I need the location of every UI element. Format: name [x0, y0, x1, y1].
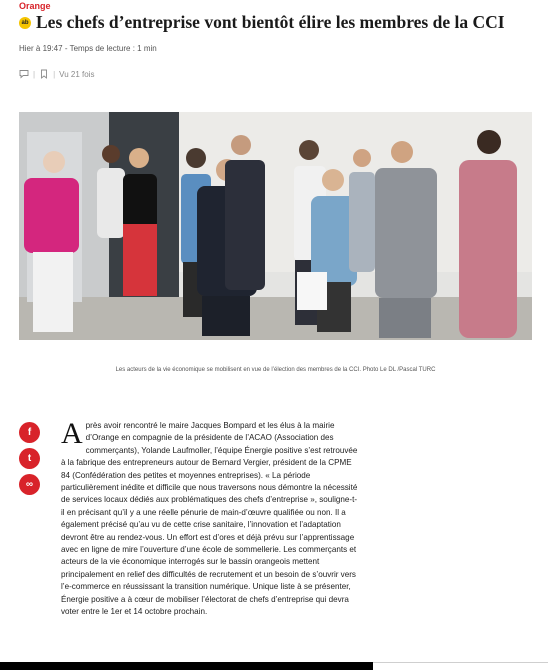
article-text: près avoir rencontré le maire Jacques Bompard et les élus à la mairie d’Orange en compagnie de la présidente de l’ACAO (Association des commerçants), Yolande Laufmoller, l’équipe Énergie positive s’est retrouvée à la fabrique des entrepreneurs autour de Bernard Vergier, président de la CPME 84 (Confédération des petites et moyennes entreprises). « La période particulièrement inédite et difficile que nous traversons nous démontre la nécessité de services locaux dédiés aux problématiques des chefs d’entreprise », souligne-t-il en précisant qu’il y a une réelle pénurie de main-d’œuvre qualifiée ou non. Il a également précisé qu’au vu de cette crise sanitaire, l’innovation et l’adaptation devront être au rendez-vous. Un effort est d’ores et déjà prévu sur l’apprentissage avec en ligne de mire l’ouverture d’une école de sommellerie. Les commerçants et acteurs de la vie économique interrogés sur le bassin orangeois mettent principalement en relief des difficultés de recrutement et un besoin de s’ouvrir vers l’e-commerce en réussissant la transition numérique. Unique liste à se présenter, Énergie positive a à cœur de mobiliser l’électorat de chefs d’entreprise qui devra voter entre le 1er et 14 octobre prochain.: [61, 421, 358, 617]
publish-time: Hier à 19:47: [19, 44, 63, 53]
action-separator: |: [53, 69, 56, 79]
bottom-bar: [0, 662, 373, 670]
article-body: [61, 417, 359, 619]
bookmark-icon[interactable]: [39, 69, 49, 79]
category-label[interactable]: Orange: [19, 1, 51, 11]
facebook-icon: f: [27, 427, 32, 438]
share-twitter-button[interactable]: [19, 448, 40, 469]
article-actions: [19, 69, 94, 79]
group-photo-illustration: [19, 112, 532, 340]
meta-separator: -: [62, 44, 70, 53]
share-link-button[interactable]: [19, 474, 40, 495]
share-facebook-button[interactable]: [19, 422, 40, 443]
photo-caption: Les acteurs de la vie économique se mobilisent en vue de l’élection des membres de la CCI. Photo Le DL /Pascal TURC: [115, 367, 436, 373]
view-count: Vu 21 fois: [59, 69, 95, 79]
premium-badge-icon: ab: [19, 17, 31, 29]
action-separator: |: [33, 69, 36, 79]
twitter-icon: t: [27, 453, 32, 464]
article-photo: [19, 112, 532, 340]
title-row: [19, 12, 544, 33]
drop-cap: A: [61, 417, 83, 450]
bottom-divider: [373, 662, 548, 663]
article-meta: [19, 44, 157, 53]
article-title: Les chefs d’entreprise vont bientôt élire les membres de la CCI: [36, 12, 505, 32]
comment-icon[interactable]: [19, 69, 29, 79]
link-icon: ∞: [25, 479, 34, 490]
reading-time: Temps de lecture : 1 min: [69, 44, 157, 53]
